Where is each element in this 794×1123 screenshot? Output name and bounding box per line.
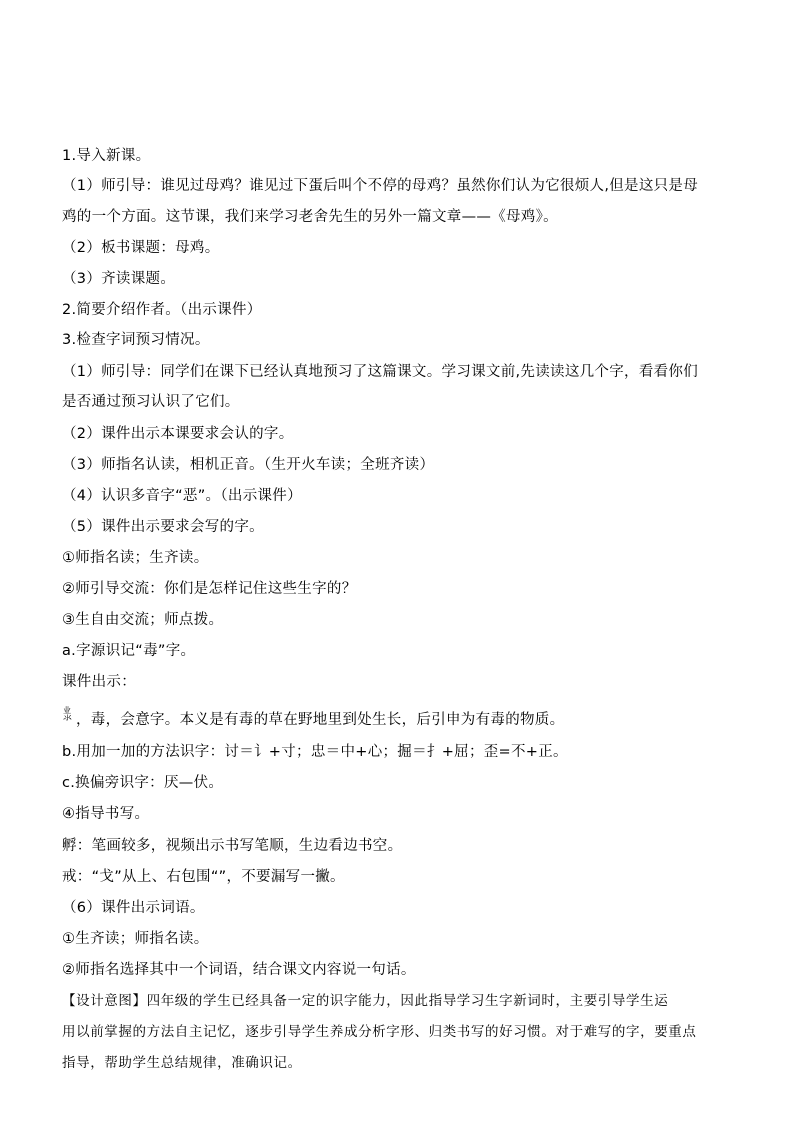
paragraph-line: ③生自由交流；师点拨。 <box>62 612 224 628</box>
ancient-du-glyph: 业 氺 <box>63 706 73 724</box>
paragraph-line: ①生齐读；师指名读。 <box>62 931 209 947</box>
paragraph-line: 孵：笔画较多，视频出示书写笔顺，生边看边书空。 <box>62 838 403 854</box>
section-heading-intro: 1.导入新课。 <box>62 148 151 164</box>
paragraph-line: c.换偏旁识字：厌—伏。 <box>62 775 224 791</box>
paragraph-line: a.字源识记“毒”字。 <box>62 643 196 659</box>
paragraph-line: ④指导书写。 <box>62 806 150 822</box>
paragraph-line: （3）师指名认读，相机正音。（生开火车读；全班齐读） <box>62 457 435 473</box>
design-intent-line: 【设计意图】四年级的学生已经具备一定的识字能力，因此指导学习生字新词时，主要引导学生运 <box>62 993 669 1009</box>
paragraph-line: 鸡的一个方面。这节课，我们来学习老舍先生的另外一篇文章——《母鸡》。 <box>62 209 558 225</box>
paragraph-line: （2）课件出示本课要求会认的字。 <box>62 426 294 442</box>
paragraph-line: ②师指名选择其中一个词语，结合课文内容说一句话。 <box>62 962 416 978</box>
paragraph-line: （2）板书课题：母鸡。 <box>62 240 220 256</box>
paragraph-line: 是否通过预习认识了它们。 <box>62 394 240 410</box>
paragraph-line: 课件出示： <box>62 674 136 690</box>
paragraph-line: 戒：“戈”从上、右包围“”，不要漏写一撇。 <box>62 869 345 885</box>
section-heading-author: 2.简要介绍作者。（出示课件） <box>62 302 262 318</box>
paragraph-line: （1）师引导：谁见过母鸡？谁见过下蛋后叫个不停的母鸡？虽然你们认为它很烦人,但是这只是母 <box>62 178 699 194</box>
paragraph-line: b.用加一加的方法识字：讨＝讠+寸；忠＝中+心；掘＝扌+屈；歪=不+正。 <box>62 744 568 760</box>
paragraph-line: （5）课件出示要求会写的字。 <box>62 519 264 535</box>
paragraph-line: （1）师引导：同学们在课下已经认真地预习了这篇课文。学习课文前,先读读这几个字，看看你们 <box>62 364 699 380</box>
design-intent-line: 指导，帮助学生总结规律，准确识记。 <box>62 1055 302 1071</box>
paragraph-line: ①师指名读；生齐读。 <box>62 550 209 566</box>
paragraph-line: （4）认识多音字“恶”。（出示课件） <box>62 488 302 504</box>
design-intent-line: 用以前掌握的方法自主记忆，逐步引导学生养成分析字形、归类书写的好习惯。对于难写的字，要重点 <box>62 1024 697 1040</box>
ancient-character-line: 业 氺 ，毒，会意字。本义是有毒的草在野地里到处生长，后引申为有毒的物质。 <box>63 706 565 728</box>
paragraph-line: （6）课件出示词语。 <box>62 900 205 916</box>
paragraph-line: （3）齐读课题。 <box>62 271 176 287</box>
section-heading-vocab: 3.检查字词预习情况。 <box>62 332 210 348</box>
paragraph-line: ②师引导交流：你们是怎样记住这些生字的？ <box>62 581 357 597</box>
